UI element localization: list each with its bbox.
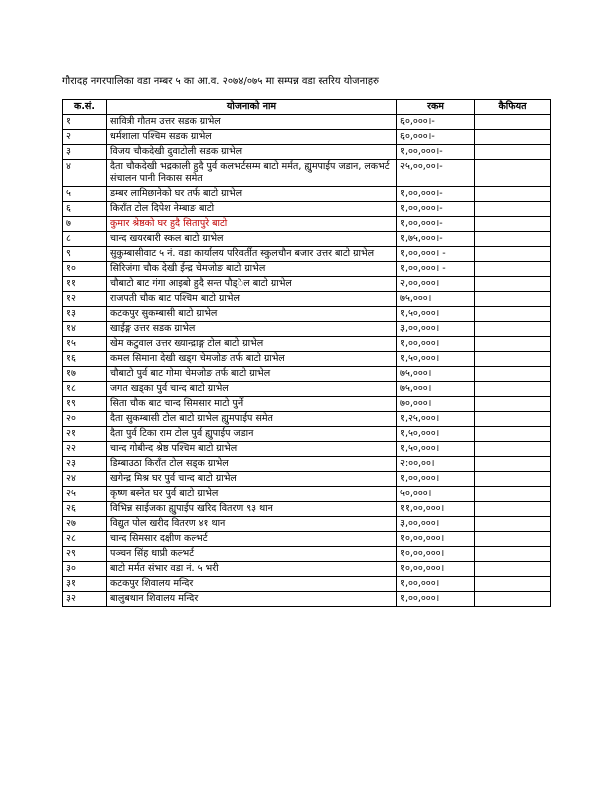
table-row: [63, 517, 551, 532]
row-remarks: [475, 160, 551, 187]
table-row: [63, 187, 551, 202]
row-serial-number: २७: [63, 517, 107, 532]
row-amount: १,५०,०००।: [397, 352, 475, 367]
row-amount: १०,००,०००।: [397, 562, 475, 577]
row-amount: ७५,०००।: [397, 382, 475, 397]
row-serial-number: २५: [63, 487, 107, 502]
table-row: [63, 115, 551, 130]
row-amount: २,००,०००।: [397, 277, 475, 292]
row-project-name: बालुबथान शिवालय मन्दिर: [107, 592, 397, 607]
table-row: [63, 262, 551, 277]
table-row: [63, 577, 551, 592]
row-serial-number: २६: [63, 502, 107, 517]
row-project-name: चान्द गोबीन्द श्रेष्ठ पश्चिम बाटो ग्राभेल: [107, 442, 397, 457]
row-amount: १,००,०००।-: [397, 187, 475, 202]
table-row: [63, 130, 551, 145]
row-serial-number: २३: [63, 457, 107, 472]
table-row: [63, 337, 551, 352]
row-amount: ३,००,०००।: [397, 322, 475, 337]
row-remarks: [475, 262, 551, 277]
table-row: [63, 145, 551, 160]
row-serial-number: ६: [63, 202, 107, 217]
row-serial-number: १६: [63, 352, 107, 367]
row-serial-number: २०: [63, 412, 107, 427]
row-remarks: [475, 367, 551, 382]
row-serial-number: २२: [63, 442, 107, 457]
row-serial-number: ८: [63, 232, 107, 247]
row-project-name: डिम्बाउठा किराँत टोल सड्क ग्राभेल: [107, 457, 397, 472]
row-serial-number: २९: [63, 547, 107, 562]
row-remarks: [475, 337, 551, 352]
row-project-name: चौबाटो बाट गंगा आइबो हुदै सन्त पौड्ेल बाटो ग्राभेल: [107, 277, 397, 292]
table-row: [63, 307, 551, 322]
row-amount: १,००,०००।: [397, 472, 475, 487]
row-project-name: सिरिजंगा चौक देखी ईन्द्र चेमजोङ बाटो ग्राभेल: [107, 262, 397, 277]
table-row: [63, 367, 551, 382]
table-row: [63, 472, 551, 487]
header-serial-number: क.सं.: [63, 100, 107, 115]
table-row: [63, 427, 551, 442]
row-remarks: [475, 247, 551, 262]
row-amount: १,५०,०००।: [397, 442, 475, 457]
row-project-name: खगेन्द्र मिश्र घर पुर्व चान्द बाटो ग्राभेल: [107, 472, 397, 487]
row-serial-number: ७: [63, 217, 107, 232]
row-remarks: [475, 532, 551, 547]
row-remarks: [475, 145, 551, 160]
table-row: [63, 322, 551, 337]
row-project-name: बाटो मर्मत संभार वडा नं. ५ भरी: [107, 562, 397, 577]
row-amount: १,००,०००। -: [397, 247, 475, 262]
row-project-name: कुमार श्रेष्ठको घर हुदै सितापुरे बाटो: [107, 217, 397, 232]
row-serial-number: १: [63, 115, 107, 130]
table-row: [63, 487, 551, 502]
row-project-name: चान्द सिमसार दक्षीण कल्भर्ट: [107, 532, 397, 547]
row-remarks: [475, 592, 551, 607]
row-project-name: विद्युत पोल खरीद वितरण ४१ थान: [107, 517, 397, 532]
table-row: [63, 592, 551, 607]
row-serial-number: १०: [63, 262, 107, 277]
row-remarks: [475, 412, 551, 427]
row-amount: १,००,०००।: [397, 337, 475, 352]
table-row: [63, 202, 551, 217]
row-serial-number: २८: [63, 532, 107, 547]
table-row: [63, 502, 551, 517]
row-amount: १,००,०००।-: [397, 217, 475, 232]
projects-table: [62, 99, 551, 607]
row-amount: १,००,०००।-: [397, 202, 475, 217]
row-remarks: [475, 562, 551, 577]
row-project-name: डम्बर लामिछानेको घर तर्फ बाटो ग्राभेल: [107, 187, 397, 202]
table-row: [63, 547, 551, 562]
table-row: [63, 292, 551, 307]
row-remarks: [475, 202, 551, 217]
row-project-name: पञ्चन सिंह धाप्री कल्भर्ट: [107, 547, 397, 562]
row-project-name: कटकपुर शिवालय मन्दिर: [107, 577, 397, 592]
row-remarks: [475, 115, 551, 130]
row-project-name: सावित्री गौतम उत्तर सडक ग्राभेल: [107, 115, 397, 130]
row-serial-number: १५: [63, 337, 107, 352]
table-row: [63, 277, 551, 292]
row-project-name: राजपती चौक बाट पश्चिम बाटो ग्राभेल: [107, 292, 397, 307]
row-serial-number: ३२: [63, 592, 107, 607]
row-serial-number: ३: [63, 145, 107, 160]
header-amount: रकम: [397, 100, 475, 115]
table-header-row: [63, 100, 551, 115]
row-amount: ५०,०००।: [397, 487, 475, 502]
row-remarks: [475, 472, 551, 487]
row-amount: ३,००,०००।: [397, 517, 475, 532]
row-project-name: जगत खड्का पुर्व चान्द बाटो ग्राभेल: [107, 382, 397, 397]
row-serial-number: ९: [63, 247, 107, 262]
row-amount: १,५०,०००।: [397, 427, 475, 442]
row-project-name: चौबाटो पुर्व बाट गोमा चेमजोङ तर्फ बाटो ग्राभेल: [107, 367, 397, 382]
row-serial-number: १७: [63, 367, 107, 382]
row-remarks: [475, 397, 551, 412]
table-row: [63, 382, 551, 397]
row-remarks: [475, 307, 551, 322]
table-row: [63, 412, 551, 427]
row-remarks: [475, 352, 551, 367]
row-amount: २:००,००।: [397, 457, 475, 472]
row-project-name: दैता चौकदेखी भद्रकाली हुदै पुर्व कलभर्टसम्म बाटो मर्मत, ह्युमपाईप जडान, लकभर्ट संचालन पानी निकास समेत: [107, 160, 397, 187]
row-amount: १,००,०००। -: [397, 262, 475, 277]
row-remarks: [475, 277, 551, 292]
row-amount: १,७५,०००।-: [397, 232, 475, 247]
table-row: [63, 532, 551, 547]
row-serial-number: ११: [63, 277, 107, 292]
row-project-name: खाईङ्ग उत्तर सडक ग्राभेल: [107, 322, 397, 337]
header-project-name: योजनाको नाम: [107, 100, 397, 115]
row-amount: १,२५,०००।: [397, 412, 475, 427]
row-project-name: खेम कटुवाल उत्तर ख्यान्द्राङ्ग टोल बाटो ग्राभेल: [107, 337, 397, 352]
row-remarks: [475, 130, 551, 145]
table-row: [63, 217, 551, 232]
row-remarks: [475, 427, 551, 442]
row-remarks: [475, 502, 551, 517]
row-serial-number: ५: [63, 187, 107, 202]
row-remarks: [475, 382, 551, 397]
row-project-name: विजय चौकदेखी दुवाटोली सडक ग्राभेल: [107, 145, 397, 160]
document-title: गौरादह नगरपालिका वडा नम्बर ५ का आ.व. २०७४/०७५ मा सम्पन्न वडा स्तरिय योजनाहरु: [62, 76, 380, 87]
row-serial-number: २: [63, 130, 107, 145]
row-serial-number: ३०: [63, 562, 107, 577]
row-project-name: दैता पुर्व टिका राम टोल पुर्व ह्युपाईप जडान: [107, 427, 397, 442]
row-amount: ७०,०००।: [397, 397, 475, 412]
row-remarks: [475, 442, 551, 457]
row-amount: ११,००,०००।: [397, 502, 475, 517]
table-body: [63, 115, 551, 607]
row-project-name: विभिन्न साईजका ह्युपाईप खरिद वितरण ९३ थान: [107, 502, 397, 517]
row-serial-number: १८: [63, 382, 107, 397]
row-serial-number: ३१: [63, 577, 107, 592]
row-serial-number: २४: [63, 472, 107, 487]
row-project-name: किराँत टोल दिपेश नेम्बाङ बाटो: [107, 202, 397, 217]
row-remarks: [475, 517, 551, 532]
row-serial-number: १३: [63, 307, 107, 322]
row-project-name: कटकपुर सुकम्बासी बाटो ग्राभेल: [107, 307, 397, 322]
table-row: [63, 397, 551, 412]
table-row: [63, 232, 551, 247]
row-remarks: [475, 322, 551, 337]
row-remarks: [475, 217, 551, 232]
row-serial-number: १४: [63, 322, 107, 337]
row-amount: २५,००,००।-: [397, 160, 475, 187]
row-amount: १,००,०००।: [397, 577, 475, 592]
row-project-name: सुकुम्बासीवाट ५ नं. वडा कार्यालय परिवर्तीत स्कुलचौन बजार उत्तर बाटो ग्राभेल: [107, 247, 397, 262]
row-amount: १०,००,०००।: [397, 547, 475, 562]
row-amount: १,००,०००।: [397, 592, 475, 607]
row-serial-number: २१: [63, 427, 107, 442]
row-remarks: [475, 457, 551, 472]
row-serial-number: १९: [63, 397, 107, 412]
table-row: [63, 352, 551, 367]
row-amount: ६०,०००।-: [397, 115, 475, 130]
table-row: [63, 457, 551, 472]
row-project-name: चान्द खयरबारी स्कल बाटो ग्राभेल: [107, 232, 397, 247]
row-remarks: [475, 292, 551, 307]
table-row: [63, 247, 551, 262]
row-amount: ६०,०००।-: [397, 130, 475, 145]
row-project-name: कृष्ण बस्नेत घर पुर्व बाटो ग्राभेल: [107, 487, 397, 502]
row-project-name: दैता सुकम्बासी टोल बाटो ग्राभेल ह्युमपाईप समेत: [107, 412, 397, 427]
row-amount: १०,००,०००।: [397, 532, 475, 547]
row-amount: ७५,०००।: [397, 292, 475, 307]
row-remarks: [475, 187, 551, 202]
row-project-name: धर्मशाला पश्चिम सडक ग्राभेल: [107, 130, 397, 145]
header-remarks: कैफियत: [475, 100, 551, 115]
row-amount: १,५०,०००।: [397, 307, 475, 322]
row-remarks: [475, 487, 551, 502]
row-remarks: [475, 232, 551, 247]
row-remarks: [475, 547, 551, 562]
row-project-name: कमल सिमाना देखी खड्ग चेमजोङ तर्फ बाटो ग्राभेल: [107, 352, 397, 367]
table-row: [63, 562, 551, 577]
row-serial-number: १२: [63, 292, 107, 307]
row-amount: ७५,०००।: [397, 367, 475, 382]
table-row: [63, 442, 551, 457]
table-row: [63, 160, 551, 187]
row-amount: १,००,०००।-: [397, 145, 475, 160]
row-project-name: सिता चौक बाट चान्द सिमसार माटो पुर्ने: [107, 397, 397, 412]
row-serial-number: ४: [63, 160, 107, 187]
row-remarks: [475, 577, 551, 592]
